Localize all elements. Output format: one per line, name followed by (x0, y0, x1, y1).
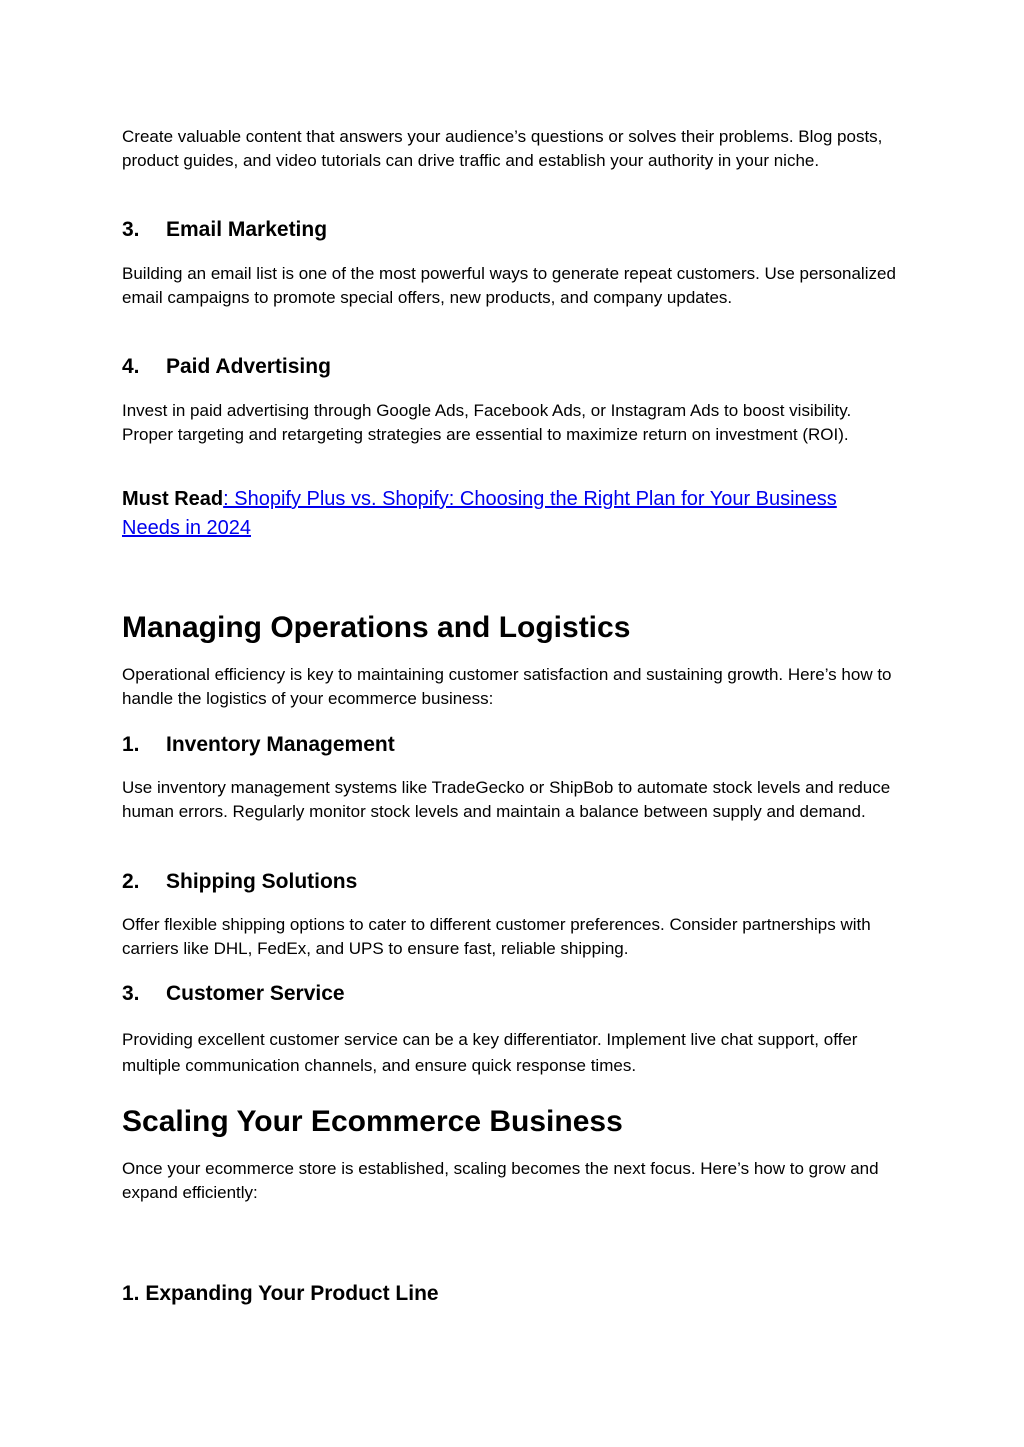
subheading-number: 2. (122, 870, 140, 893)
subheading-number: 3. (122, 982, 140, 1005)
subheading-inventory-management (122, 732, 902, 758)
subheading-number: 4. (122, 355, 140, 378)
subheading-title: Customer Service (166, 982, 345, 1005)
subheading-paid-advertising (122, 354, 902, 380)
section-heading-operations: Managing Operations and Logistics (122, 611, 631, 644)
email-marketing-paragraph: Building an email list is one of the most powerful ways to generate repeat customers. Use personalized email campaigns to promote special offers, new products, and company updates. (122, 264, 896, 307)
paid-advertising-paragraph: Invest in paid advertising through Google Ads, Facebook Ads, or Instagram Ads to boost visibility. Proper targeting and retargeting strategies are essential to maximize return on investment (ROI). (122, 401, 852, 444)
intro-paragraph: Create valuable content that answers your audience’s questions or solves their problems. Blog posts, product guides, and video tutorials can drive traffic and establish your authority in your niche. (122, 127, 883, 170)
section-heading-scaling: Scaling Your Ecommerce Business (122, 1105, 623, 1138)
must-read-label: Must Read (122, 488, 224, 510)
operations-intro-paragraph: Operational efficiency is key to maintaining customer satisfaction and sustaining growth. Here’s how to handle the logistics of your ecommerce business: (122, 665, 892, 708)
subheading-expanding-product-line: 1. Expanding Your Product Line (122, 1282, 439, 1305)
subheading-shipping-solutions (122, 869, 902, 895)
subheading-number: 3. (122, 218, 140, 241)
must-read-link[interactable]: : Shopify Plus vs. Shopify: Choosing the Right Plan for Your Business Needs in 2024 (122, 488, 837, 539)
inventory-management-paragraph: Use inventory management systems like TradeGecko or ShipBob to automate stock levels and reduce human errors. Regularly monitor stock levels and maintain a balance between supply and demand. (122, 778, 891, 821)
subheading-title: Shipping Solutions (166, 870, 358, 893)
customer-service-paragraph: Providing excellent customer service can be a key differentiator. Implement live chat support, offer multiple communication channels, and ensure quick response times. (122, 1030, 858, 1075)
subheading-title: Email Marketing (166, 218, 328, 241)
must-read-callout (122, 485, 882, 543)
subheading-customer-service (122, 981, 902, 1007)
scaling-intro-paragraph: Once your ecommerce store is established, scaling becomes the next focus. Here’s how to grow and expand efficiently: (122, 1159, 879, 1202)
shipping-solutions-paragraph: Offer flexible shipping options to cater to different customer preferences. Consider partnerships with carriers like DHL, FedEx, and UPS to ensure fast, reliable shipping. (122, 915, 871, 958)
subheading-number: 1. (122, 733, 140, 756)
subheading-title: Inventory Management (166, 733, 395, 756)
subheading-title: Paid Advertising (166, 355, 331, 378)
subheading-email-marketing (122, 217, 902, 243)
